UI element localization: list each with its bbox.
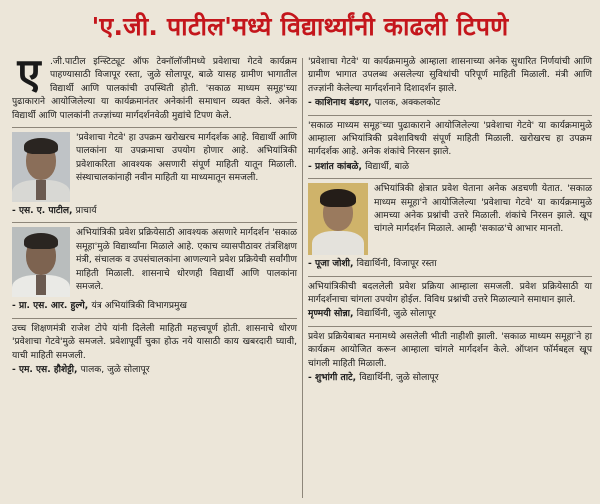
drop-cap: ए (17, 49, 41, 98)
quote-author-role: विद्यार्थिनी, जुळे सोलापूर (359, 373, 439, 384)
quote-text: उच्च शिक्षणमंत्री राजेश टोपे यांनी दिलेली माहिती महत्त्वपूर्ण होती. शासनाचे धोरण 'प्रवेशाचा गेटवे'मुळे समजले. प्रवेशापूर्वी चुका होऊ नये यासाठी काय खबरदारी घ्यावी, याची माहिती समजली. (12, 323, 297, 361)
quote-text: 'प्रवेशाचा गेटवे' या कार्यक्रमामुळे आम्हाला शासनाच्या अनेक सुधारित निर्णयांची आणि ग्रामीण भागात उपलब्ध असलेल्या सुविधांची परिपूर्ण माहिती मिळाली. मंत्री आणि तज्ज्ञांनी केलेल्या मार्गदर्शनाने दिशादर्शन झाले. (308, 57, 592, 94)
quote-author: - शुभांगी ताटे, (308, 373, 357, 384)
quote-text: प्रवेश प्रक्रियेबाबत मनामध्ये असलेली भीती नाहीशी झाली. 'सकाळ माध्यम समूहा'ने हा कार्यक्रम आयोजित करून आम्हाला चांगले मार्गदर्शन केले. ऑप्शन फॉर्मबद्दल खूप चांगली माहिती मिळाली. (308, 331, 592, 369)
quote-block-principal (12, 132, 297, 218)
quote-author: मृण्मयी सोन्ना, (308, 309, 354, 320)
intro-block (12, 49, 297, 123)
quote-text: अभियांत्रिकी क्षेत्रात प्रवेश घेताना अनेक अडचणी येतात. 'सकाळ माध्यम समूहा'ने आयोजिलेल्या 'प्रवेशाचा गेटवे' या कार्यक्रमामुळे आमच्या अनेक प्रश्नांची उत्तरे मिळाली. शंकांचे निरसन झाले. खूप चांगले मार्गदर्शन मिळाले. आम्ही 'सकाळ'चे आभार मानतो. (374, 184, 592, 235)
quote-signature (308, 258, 592, 271)
quote-author: - एम. एस. हौशेट्टी, (12, 365, 78, 376)
quote-block-r4 (308, 281, 592, 322)
section-rule (308, 178, 592, 179)
quote-block-parent (12, 323, 297, 378)
section-rule (308, 276, 592, 277)
quote-signature (308, 372, 592, 385)
quote-block-r3 (308, 183, 592, 271)
intro-paragraph: .जी.पाटील इन्स्टिट्यूट ऑफ टेक्नॉलॉजीमध्ये प्रवेशाचा गेटवे कार्यक्रम पाहण्यासाठी विजापूर रस्ता, जुळे सोलापूर, बाळे यासह ग्रामीण भागातील विद्यार्थी आणि पालकांची उपस्थिती होती. 'सकाळ माध्यम समूह'च्या पुढाकाराने आयोजिलेल्या या कार्यक्रमानंतर अनेकांनी समाधान व्यक्त केले. अनेक विद्यार्थी आणि पालकांनी तज्ज्ञांच्या मार्गदर्शनवेळी मुद्यांचे टिपण केले. (12, 57, 297, 121)
quote-signature (308, 161, 592, 174)
quote-author: - एस. ए. पाटील, (12, 206, 73, 217)
portrait-photo (12, 132, 70, 202)
quote-author: - प्रा. एस. आर. हुल्गे, (12, 301, 89, 312)
column-divider (302, 58, 303, 498)
section-rule (12, 318, 297, 319)
quote-block-r1 (308, 56, 592, 111)
quote-author-role: विद्यार्थिनी, विजापूर रस्ता (356, 259, 437, 270)
headline: 'ए.जी. पाटील'मध्ये विद्यार्थ्यांनी काढली टिपणे (91, 12, 509, 41)
quote-text: 'प्रवेशाचा गेटवे' हा उपक्रम खरोखरच मार्गदर्शक आहे. विद्यार्थी आणि पालकांना या उपक्रमाचा उपयोग होणार आहे. अभियांत्रिकी प्रवेशाकरिता आवश्यक असणारी संपूर्ण माहिती यातून मिळाली. संस्थाचालकांनाही नवीन माहिती या माध्यमातून समजली. (76, 133, 297, 184)
section-rule (12, 127, 297, 128)
quote-author-role: पालक, जुळे सोलापूर (80, 365, 150, 376)
quote-signature (12, 205, 297, 218)
quote-author-role: विद्यार्थी, बाळे (365, 161, 409, 172)
portrait-photo (308, 183, 368, 255)
portrait-photo (12, 227, 70, 297)
quote-text: अभियांत्रिकी प्रवेश प्रक्रियेसाठी आवश्यक असणारे मार्गदर्शन 'सकाळ समूहा'मुळे विद्यार्थ्यांना मिळाले आहे. एकाच व्यासपीठावर तंत्रशिक्षण मंत्री, संचालक व उपसंचालकांना आणल्याने प्रवेश प्रक्रियेची सर्वांगीण माहिती मिळाली. शासनाचे धोरणही विद्यार्थी आणि पालकांना समजले. (76, 228, 297, 293)
section-rule (12, 222, 297, 223)
quote-author-role: पालक, अक्कलकोट (374, 98, 441, 109)
right-column (308, 56, 592, 386)
quote-signature (12, 364, 297, 377)
quote-signature (12, 300, 297, 313)
quote-signature (308, 308, 592, 321)
quote-author-role: यंत्र अभियांत्रिकी विभागप्रमुख (91, 301, 187, 312)
quote-author: - प्रशांत कांबळे, (308, 161, 362, 172)
quote-author-role: प्राचार्य (75, 206, 97, 217)
quote-signature (308, 97, 592, 110)
quote-author: - काशिनाथ बंडगर, (308, 98, 372, 109)
quote-text: 'सकाळ माध्यम समूह'च्या पुढाकाराने आयोजिलेल्या 'प्रवेशाचा गेटवे' या कार्यक्रमामुळे आम्हाला अभियांत्रिकी प्रवेशाविषयी संपूर्ण माहिती मिळाली. खरोखरच हा उपक्रम मार्गदर्शक आहे. अनेक शंकांचे निरसन झाले. (308, 120, 592, 158)
section-rule (308, 115, 592, 116)
quote-text: अभियांत्रिकीची बदललेली प्रवेश प्रक्रिया आम्हाला समजली. प्रवेश प्रक्रियेसाठी या मार्गदर्शनाचा चांगला उपयोग होईल. विविध प्रश्नांची उत्तरे मिळाल्याने समाधान झाले. (308, 281, 592, 306)
quote-block-r5 (308, 331, 592, 386)
quote-block-r2 (308, 120, 592, 175)
quote-author-role: विद्यार्थिनी, जुळे सोलापूर (356, 309, 436, 320)
section-rule (308, 326, 592, 327)
left-column (12, 49, 297, 377)
quote-block-hod (12, 227, 297, 313)
quote-author: - पूजा जोशी, (308, 259, 354, 270)
